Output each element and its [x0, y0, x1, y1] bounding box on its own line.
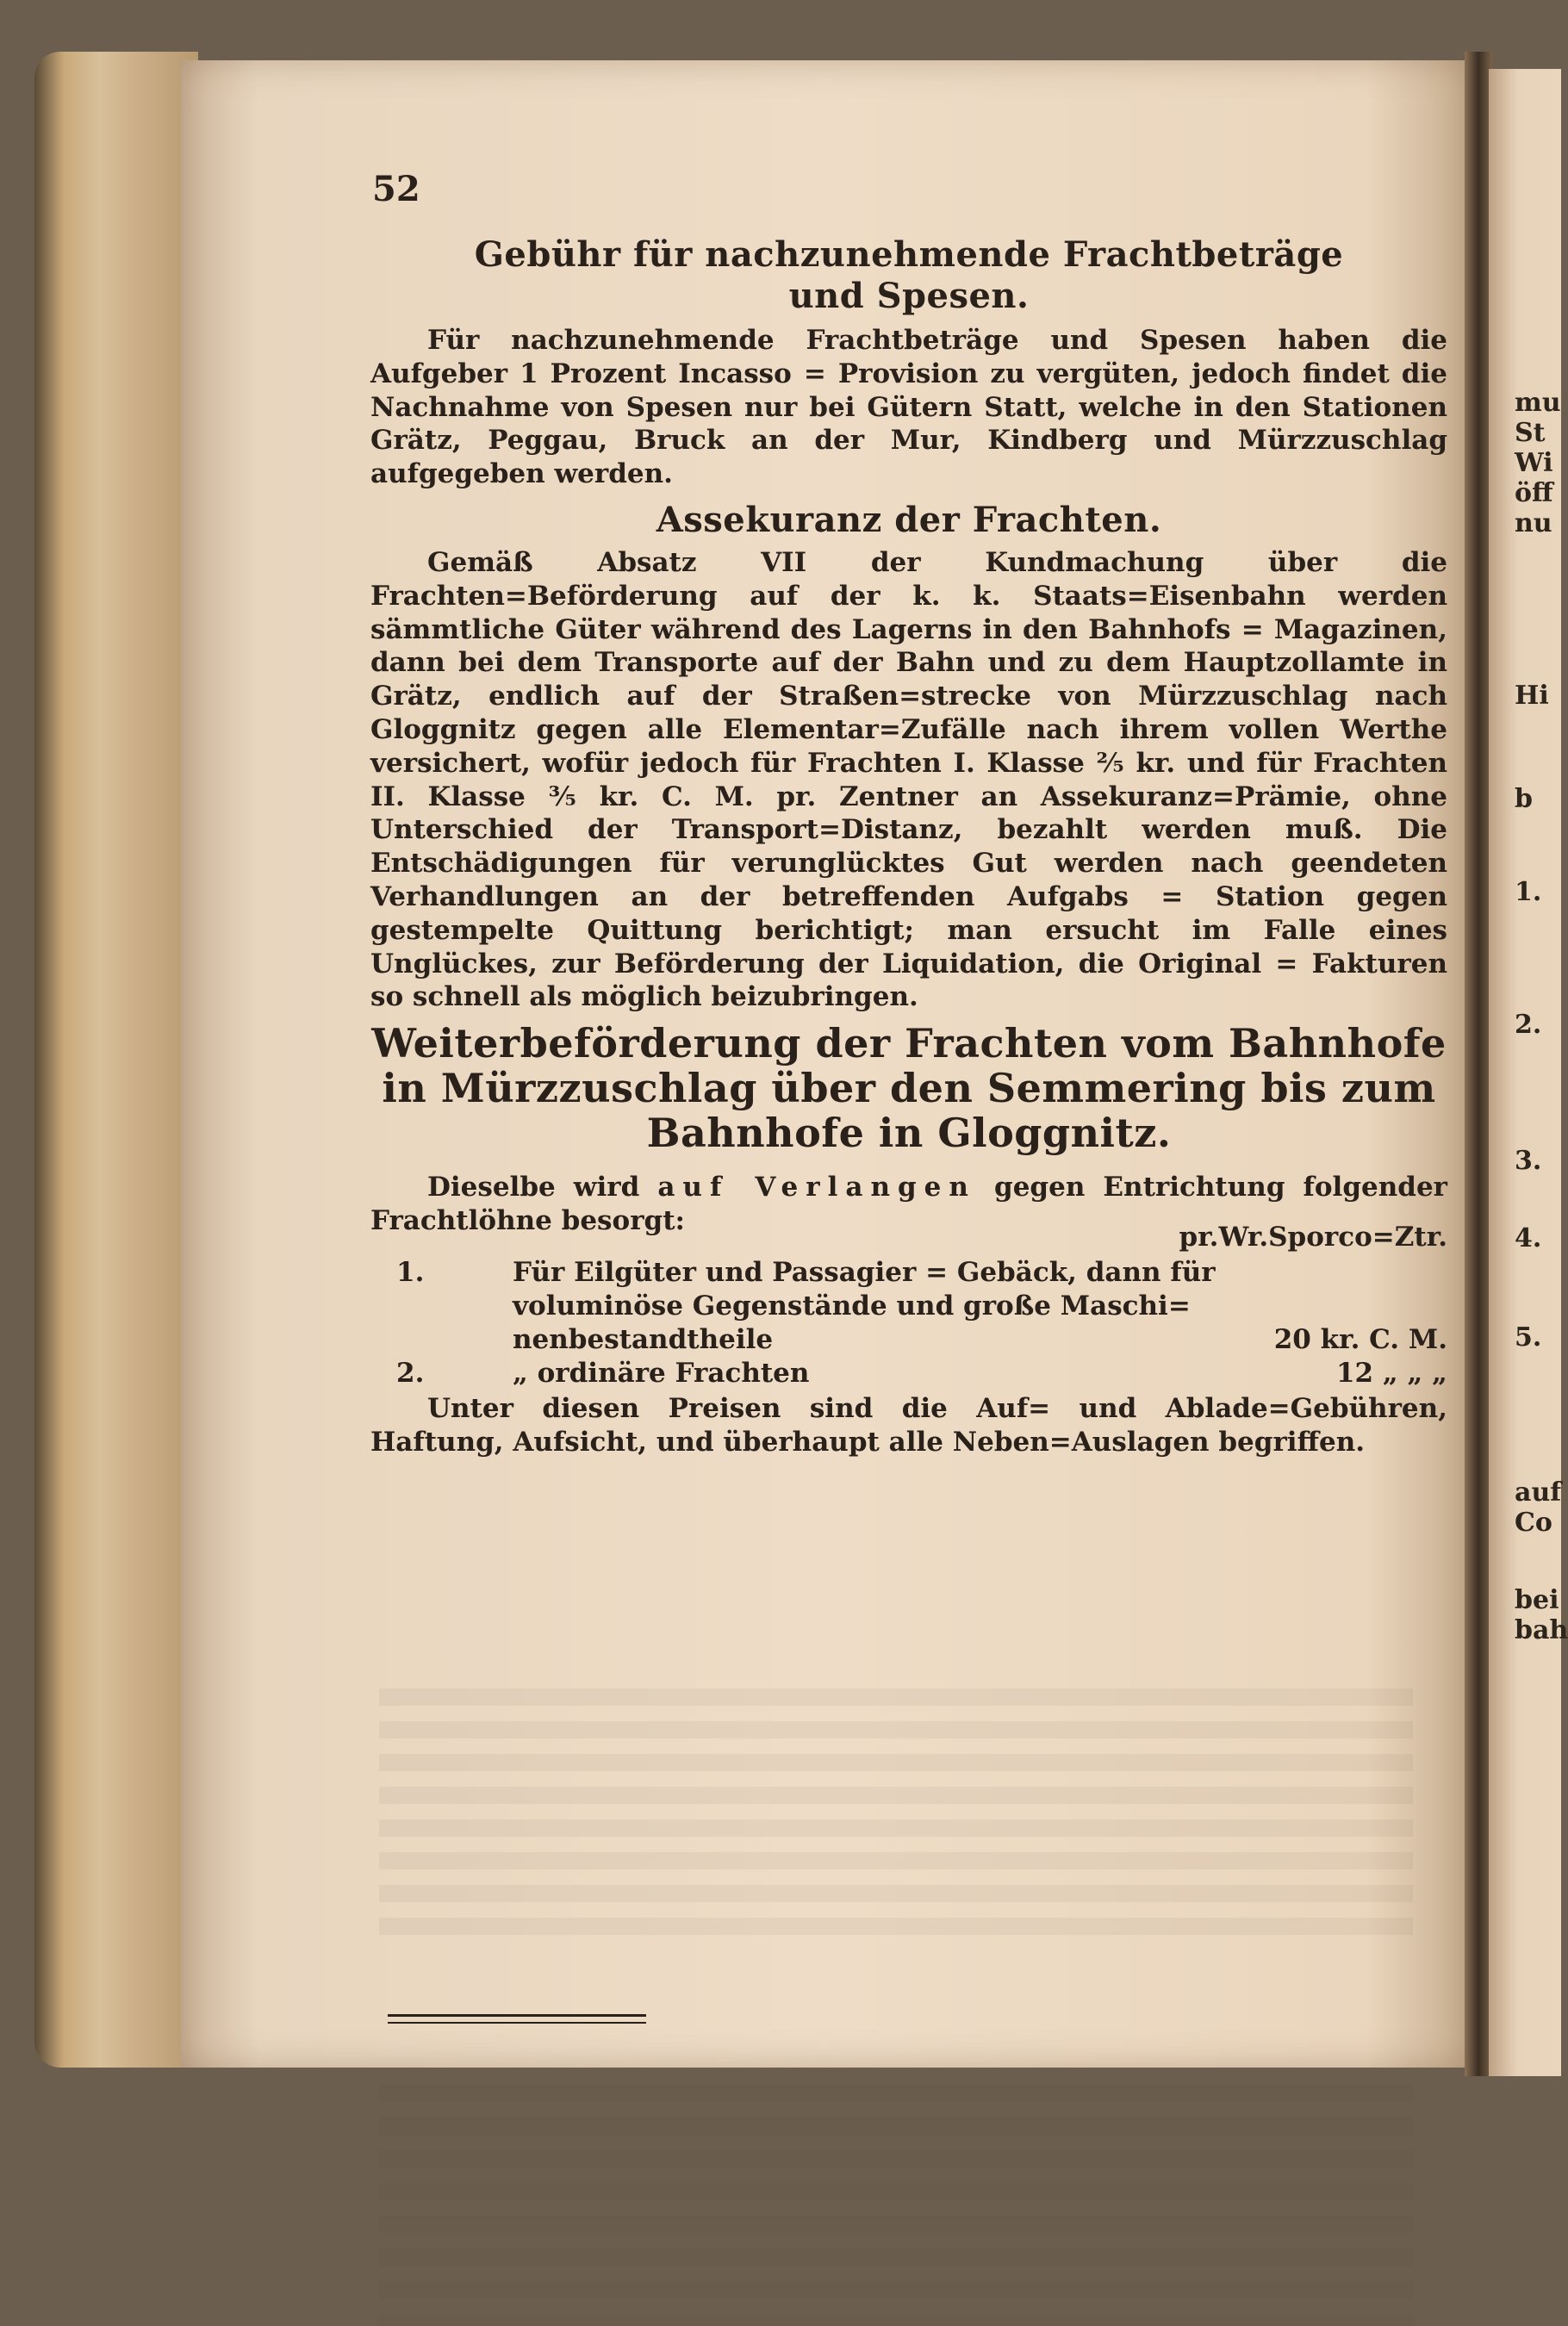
facing-fragment: St — [1515, 418, 1546, 448]
paragraph-emphasis: auf Verlangen — [657, 1172, 976, 1203]
facing-fragment: 2. — [1515, 1010, 1542, 1040]
facing-fragment: 1. — [1515, 877, 1542, 907]
rate-unit-header: pr.Wr.Sporco=Ztr. — [1179, 1222, 1447, 1253]
facing-fragment: 3. — [1515, 1146, 1542, 1176]
facing-fragment: auf — [1515, 1477, 1562, 1508]
rate-item-text: Für Eilgüter und Passagier = Gebäck, dann für voluminöse Gegenstände und große Maschi= nenbestandtheile — [513, 1257, 1216, 1355]
closing-note — [370, 1392, 1447, 1459]
paragraph-rest: gegen Entrichtung folgender Frachtlöhne besorgt: — [370, 1172, 1448, 1236]
facing-fragment: nu — [1515, 508, 1552, 538]
facing-fragment: Hi — [1515, 681, 1549, 711]
rate-item-price: 20 kr. C. M. — [1273, 1324, 1447, 1355]
section-heading: Assekuranz der Frachten. — [656, 500, 1162, 540]
paragraph-start: Dieselbe wird — [427, 1172, 640, 1203]
facing-page — [1489, 69, 1568, 2076]
section-paragraph: Gemäß Absatz VII der Kundmachung über die Frachten=Beförderung auf der k. k. Staats=Eisenbahn werden sämmtliche Güter während des Lagerns in den Bahnhofs = Magazinen, dann bei dem Transporte auf der Bahn und zu dem Hauptzollamte in Grätz, endlich auf der Straßen=strecke von Mürzzuschlag nach Gloggnitz gegen alle Elementar=Zufälle nach ihrem vollen Werthe versichert, wofür jedoch für Frachten I. Klasse ²⁄₅ kr. und für Frachten II. Klasse ³⁄₅ kr. C. M. pr. Zentner an Assekuranz=Prämie, ohne Unterschied der Transport=Distanz, bezahlt werden muß. Die Entschädigungen für verunglücktes Gut werden nach geendeten Verhandlungen an der betreffenden Aufgabs = Station gegen gestempelte Quittung berichtigt; man ersucht im Falle eines Unglückes, zur Beförderung der Liquidation, die Original = Fakturen so schnell als möglich beizubringen. — [370, 547, 1447, 1013]
bleed-through-shadow — [379, 1689, 1413, 1947]
section-heading: Gebühr für nachzunehmende Frachtbeträge und Spesen. — [474, 234, 1344, 316]
bleed-through-shadow — [379, 2085, 1413, 2326]
section-paragraph: Für nachzunehmende Frachtbeträge und Spesen haben die Aufgeber 1 Prozent Incasso = Provision zu vergüten, jedoch findet die Nachnahme von Spesen nur bei Gütern Statt, welche in den Stationen Grätz, Peggau, Bruck an der Mur, Kindberg und Mürzzuschlag aufgegeben werden. — [370, 325, 1447, 490]
facing-fragment: bei — [1515, 1585, 1559, 1615]
rate-item-text: „ ordinäre Frachten — [513, 1358, 810, 1389]
rate-item-price: 12 „ „ „ — [1335, 1358, 1447, 1389]
rate-item — [370, 1357, 1447, 1391]
facing-fragment: 4. — [1515, 1223, 1542, 1253]
section-heading: Weiterbeförderung der Frachten vom Bahnhofe in Mürzzuschlag über den Semmering bis zum Bahnhofe in Gloggnitz. — [371, 1020, 1447, 1156]
facing-fragment: Co — [1515, 1508, 1552, 1538]
facing-fragment: b — [1515, 784, 1533, 814]
section-assekuranz — [370, 500, 1447, 1014]
facing-fragment: 5. — [1515, 1322, 1542, 1353]
book-edge — [34, 52, 198, 2068]
rate-item — [370, 1256, 1447, 1359]
rate-item-number: 2. — [396, 1358, 425, 1389]
section-gebuehr — [370, 234, 1447, 491]
rate-item-number: 1. — [396, 1257, 425, 1288]
page-number: 52 — [372, 169, 420, 209]
facing-fragment: bah — [1515, 1615, 1568, 1645]
closing-paragraph: Unter diesen Preisen sind die Auf= und Ablade=Gebühren, Haftung, Aufsicht, und überhaupt alle Neben=Auslagen begriffen. — [370, 1393, 1447, 1458]
facing-fragment: Wi — [1515, 448, 1553, 478]
section-weiterbefoerderung — [370, 1021, 1447, 1238]
facing-fragment: mu — [1515, 388, 1561, 418]
section-divider — [388, 2014, 646, 2024]
facing-fragment: öff — [1515, 478, 1553, 508]
